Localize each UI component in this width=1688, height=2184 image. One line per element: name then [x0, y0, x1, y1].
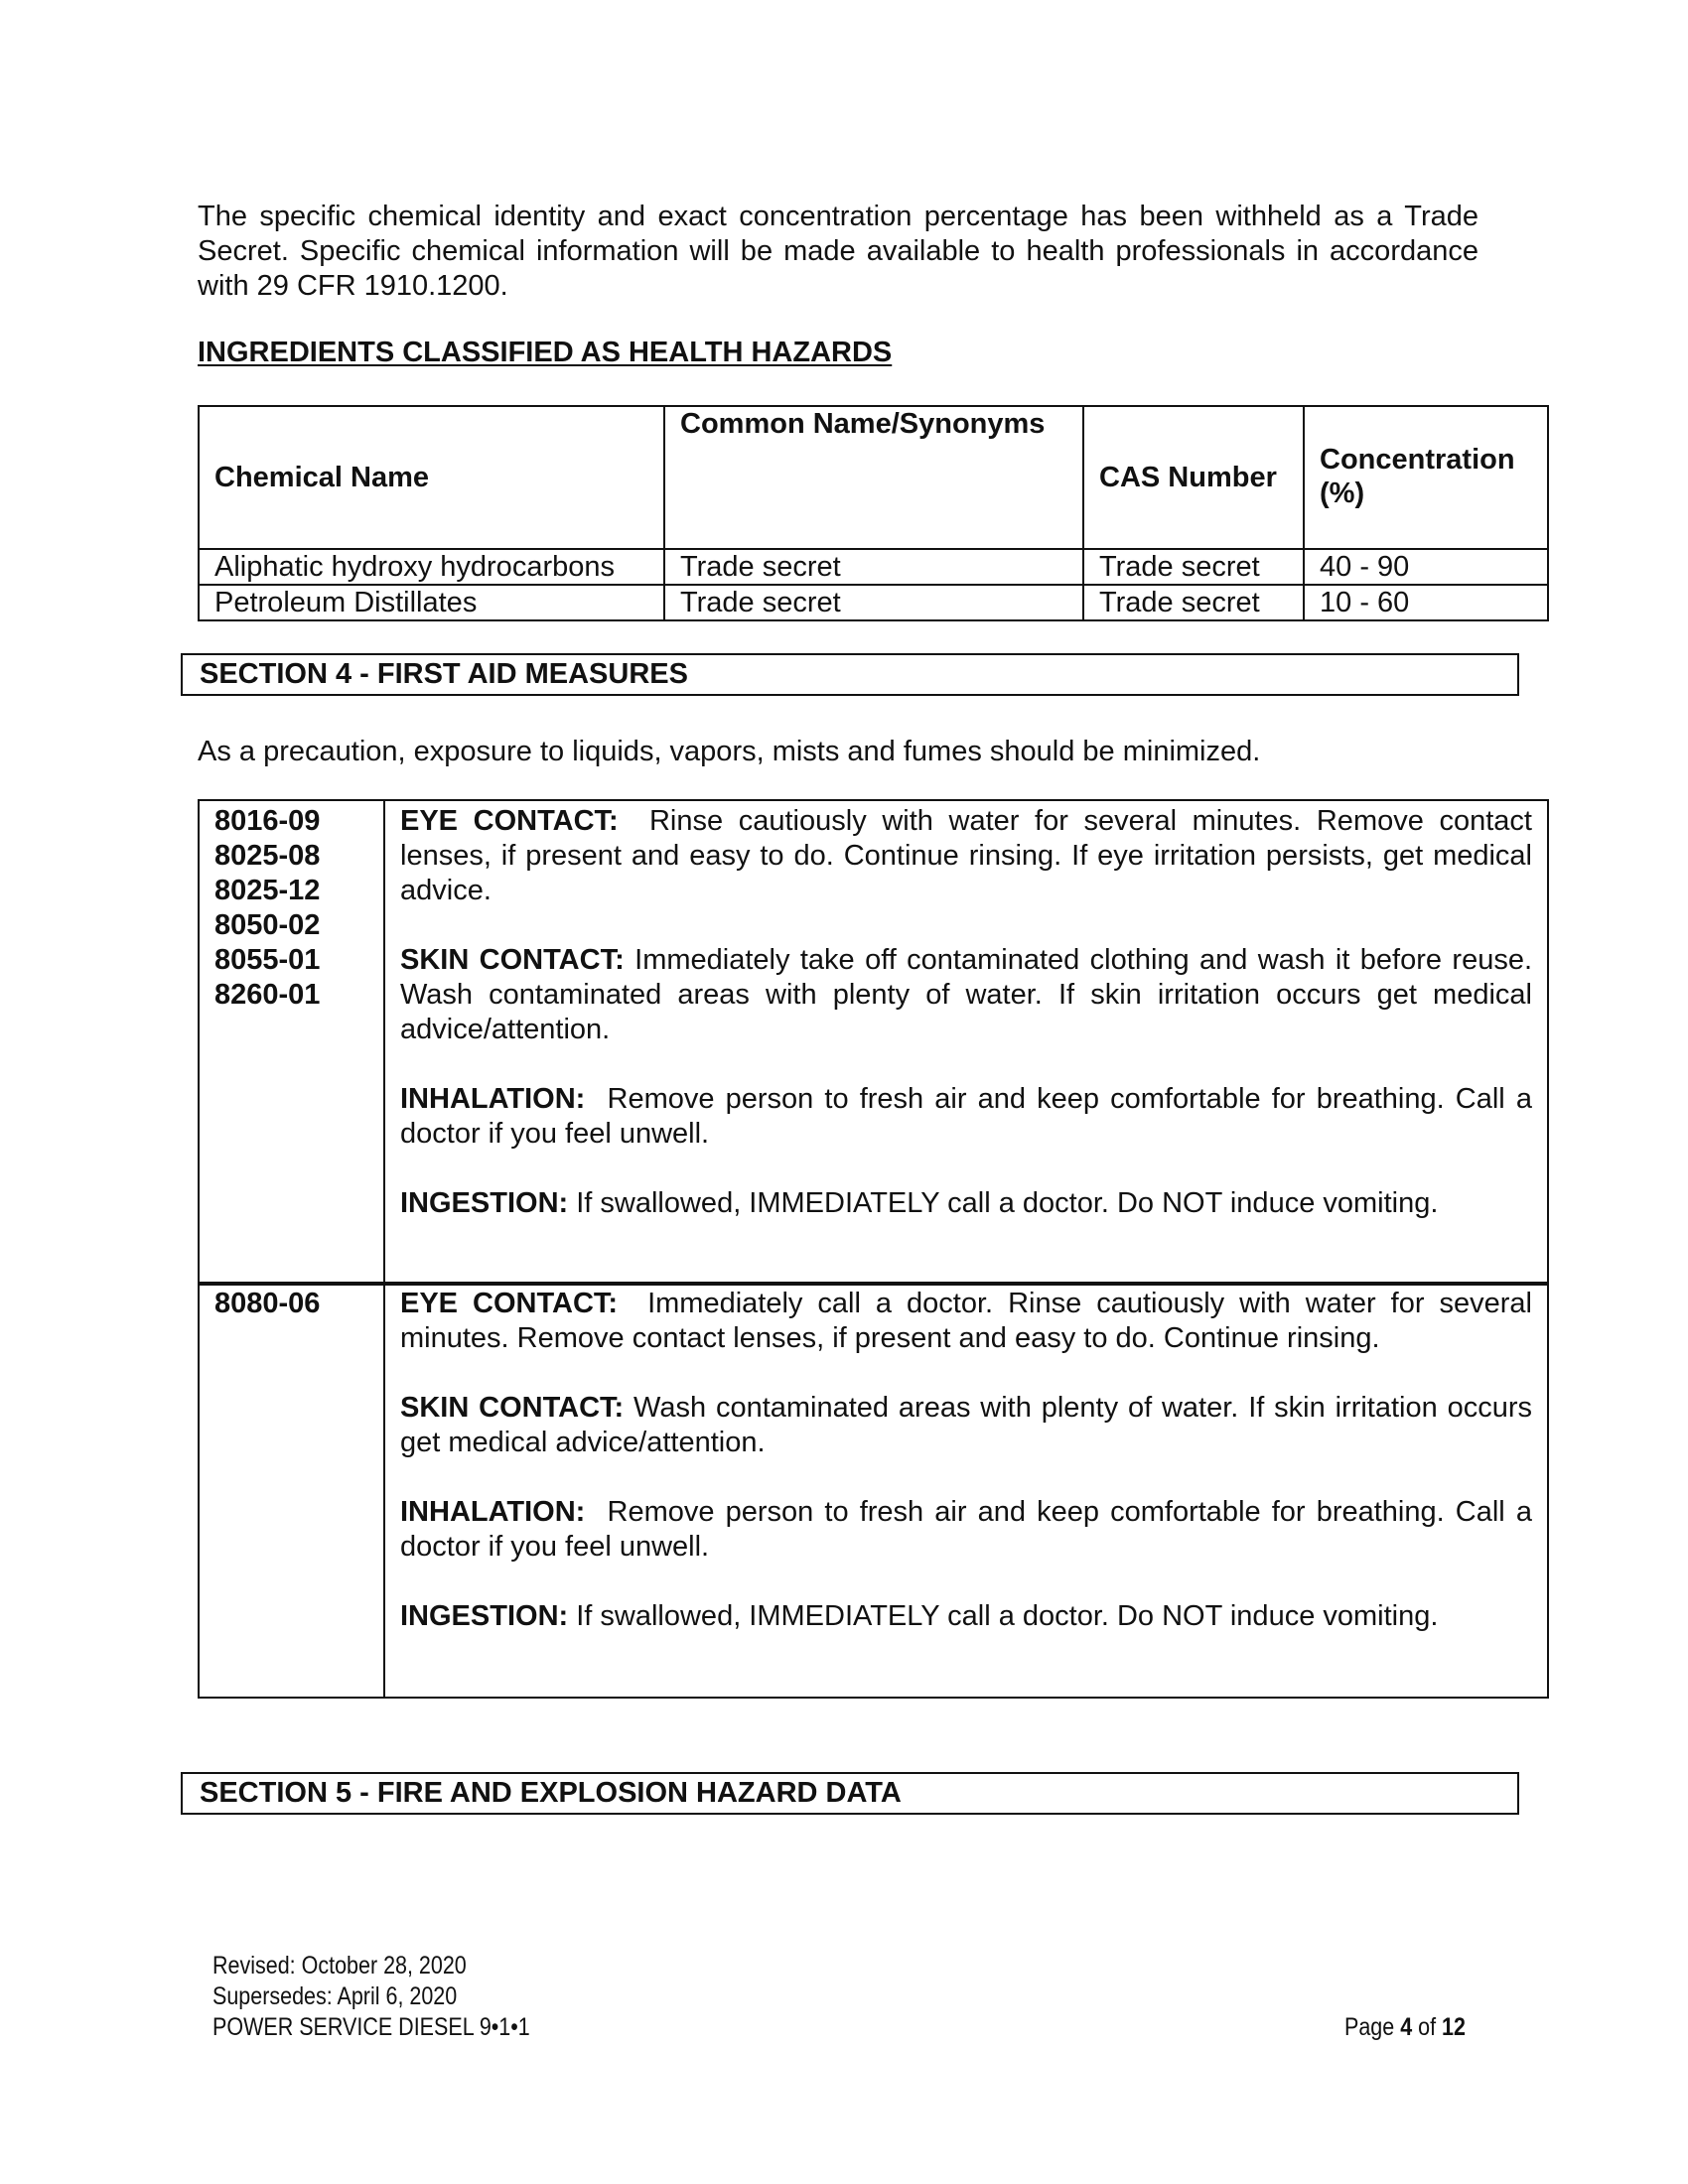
health-hazards-heading: INGREDIENTS CLASSIFIED AS HEALTH HAZARDS	[198, 337, 893, 368]
product-code: 8025-08	[214, 840, 321, 872]
header-common-name: Common Name/Synonyms	[664, 406, 1083, 549]
product-code: 8055-01	[214, 944, 321, 976]
footer-revision-info	[212, 1951, 530, 2043]
cell-cas-number: Trade secret	[1083, 549, 1304, 585]
eye-contact-paragraph	[400, 804, 1532, 908]
inhalation-paragraph	[400, 1495, 1532, 1565]
first-aid-instructions	[384, 1283, 1548, 1698]
ingestion-label: INGESTION:	[400, 1187, 569, 1219]
product-codes	[199, 800, 384, 1285]
table-header-row	[199, 406, 1548, 549]
skin-contact-text: Immediately take off contaminated clothing and wash it before reuse. Wash contaminated areas with plenty of water. If skin irritation occurs get medical advice/attention.	[400, 944, 1533, 1045]
inhalation-label: INHALATION:	[400, 1496, 586, 1528]
cell-common-name: Trade secret	[664, 585, 1083, 620]
header-cas-number: CAS Number	[1083, 406, 1304, 549]
ingredients-table	[198, 405, 1549, 621]
eye-contact-text: Immediately call a doctor. Rinse cautiously with water for several minutes. Remove contact lenses, if present and easy to do. Continue rinsing.	[400, 1288, 1532, 1354]
product-code: 8050-02	[214, 909, 321, 941]
supersedes-date: Supersedes: April 6, 2020	[212, 1982, 458, 2010]
page-of: of	[1412, 2013, 1443, 2041]
eye-contact-label: EYE CONTACT:	[400, 1288, 619, 1319]
first-aid-row	[199, 800, 1548, 1285]
cell-concentration: 10 - 60	[1304, 585, 1548, 620]
ingestion-paragraph	[400, 1599, 1532, 1634]
first-aid-table-2	[198, 1282, 1549, 1699]
inhalation-text: Remove person to fresh air and keep comfortable for breathing. Call a doctor if you feel unwell.	[400, 1083, 1532, 1150]
product-code: 8025-12	[214, 875, 321, 906]
table-row	[199, 549, 1548, 585]
eye-contact-label: EYE CONTACT:	[400, 805, 619, 837]
ingestion-text: If swallowed, IMMEDIATELY call a doctor. Do NOT induce vomiting.	[576, 1187, 1439, 1219]
header-concentration: Concentration (%)	[1304, 406, 1548, 549]
product-codes	[199, 1283, 384, 1698]
header-chemical-name: Chemical Name	[199, 406, 664, 549]
trade-secret-text: The specific chemical identity and exact concentration percentage has been withheld as a Trade Secret. Specific chemical information will be made available to health professionals in accordance with 29 CFR 1910.1200.	[198, 201, 1478, 302]
product-name: POWER SERVICE DIESEL 9•1•1	[212, 2013, 530, 2041]
skin-contact-paragraph	[400, 1391, 1532, 1460]
page-current: 4	[1400, 2013, 1413, 2041]
eye-contact-text: Rinse cautiously with water for several minutes. Remove contact lenses, if present and easy to do. Continue rinsing. If eye irritation persists, get medical advice.	[400, 805, 1532, 906]
section-5-header: SECTION 5 - FIRE AND EXPLOSION HAZARD DATA	[181, 1772, 1519, 1815]
ingestion-paragraph	[400, 1186, 1532, 1221]
skin-contact-paragraph	[400, 943, 1532, 1047]
trade-secret-paragraph	[198, 200, 1478, 304]
page-total: 12	[1442, 2013, 1466, 2041]
product-code: 8080-06	[214, 1288, 321, 1319]
cell-common-name: Trade secret	[664, 549, 1083, 585]
skin-contact-label: SKIN CONTACT:	[400, 1392, 625, 1424]
page-prefix: Page	[1344, 2013, 1401, 2041]
inhalation-label: INHALATION:	[400, 1083, 586, 1115]
section-4-header: SECTION 4 - FIRST AID MEASURES	[181, 653, 1519, 696]
precaution-text: As a precaution, exposure to liquids, vapors, mists and fumes should be minimized.	[198, 736, 1261, 767]
skin-contact-label: SKIN CONTACT:	[400, 944, 625, 976]
first-aid-instructions	[384, 800, 1548, 1285]
skin-contact-text: Wash contaminated areas with plenty of water. If skin irritation occurs get medical advice/attention.	[400, 1392, 1532, 1458]
eye-contact-paragraph	[400, 1287, 1532, 1356]
cell-chemical-name: Petroleum Distillates	[199, 585, 664, 620]
revised-date: Revised: October 28, 2020	[212, 1952, 467, 1979]
product-code: 8016-09	[214, 805, 321, 837]
inhalation-text: Remove person to fresh air and keep comfortable for breathing. Call a doctor if you feel unwell.	[400, 1496, 1532, 1563]
ingestion-text: If swallowed, IMMEDIATELY call a doctor. Do NOT induce vomiting.	[576, 1600, 1439, 1632]
first-aid-table-1	[198, 799, 1549, 1286]
cell-chemical-name: Aliphatic hydroxy hydrocarbons	[199, 549, 664, 585]
page-number	[1344, 2012, 1466, 2043]
first-aid-row	[199, 1283, 1548, 1698]
product-code: 8260-01	[214, 979, 321, 1011]
inhalation-paragraph	[400, 1082, 1532, 1152]
cell-concentration: 40 - 90	[1304, 549, 1548, 585]
cell-cas-number: Trade secret	[1083, 585, 1304, 620]
ingestion-label: INGESTION:	[400, 1600, 569, 1632]
table-row	[199, 585, 1548, 620]
